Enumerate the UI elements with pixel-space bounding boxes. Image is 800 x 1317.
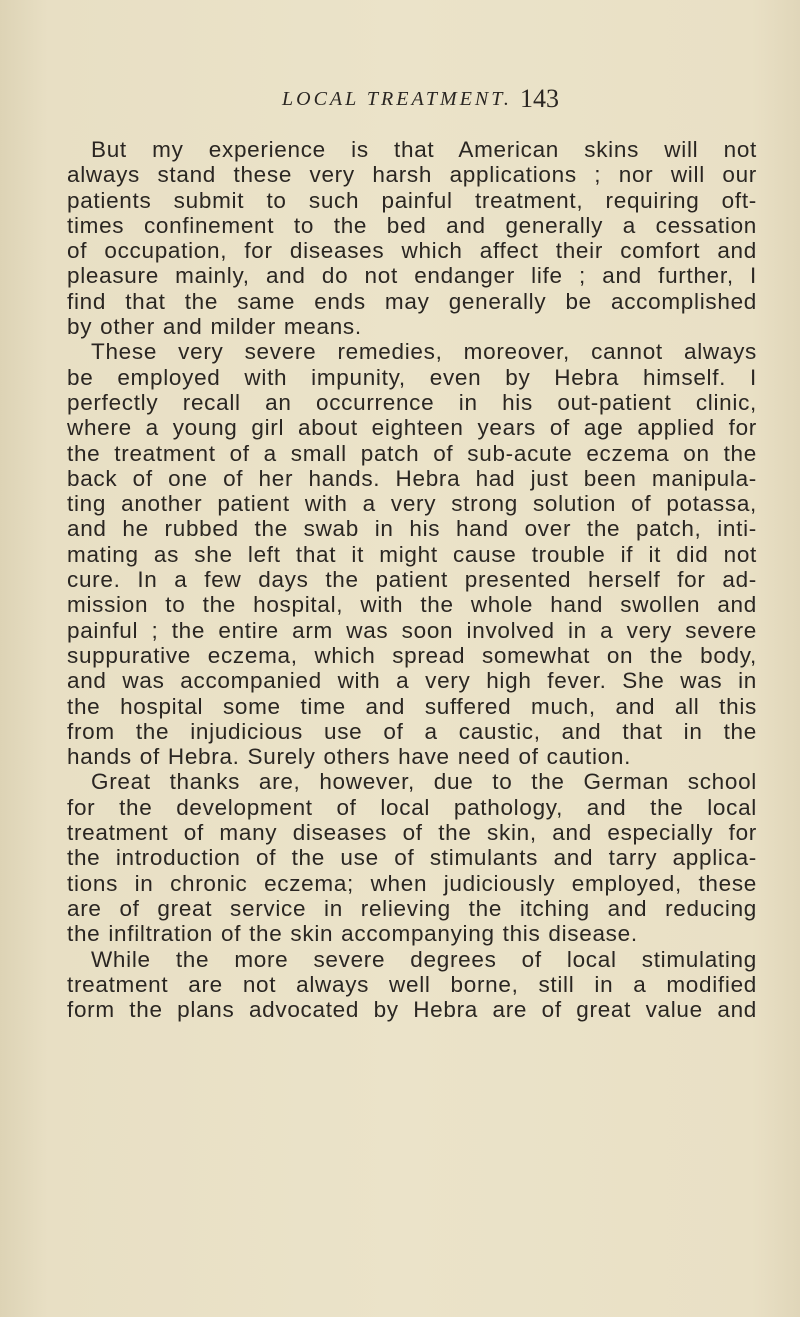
text-line: the infiltration of the skin accompanying this disease. (67, 921, 638, 947)
text-line: treatment of many diseases of the skin, and especially for (67, 820, 757, 846)
text-line: from the injudicious use of a caustic, and that in the (67, 718, 757, 744)
body-text (67, 137, 757, 1022)
text-line: These very severe remedies, moreover, cannot always (91, 339, 757, 365)
text-line: by other and milder means. (67, 314, 362, 340)
text-line: ting another patient with a very strong solution of potassa, (67, 491, 757, 517)
text-line: painful ; the entire arm was soon involved in a very severe (67, 617, 757, 643)
text-line: But my experience is that American skins will not (91, 137, 757, 162)
text-line: mating as she left that it might cause trouble if it did not (67, 541, 757, 567)
text-line: always stand these very harsh applications ; nor will our (67, 162, 757, 188)
text-line: the treatment of a small patch of sub-acute eczema on the (67, 440, 757, 466)
text-line: and was accompanied with a very high fever. She was in (67, 668, 757, 694)
page-number: 143 (520, 84, 559, 113)
text-line: hands of Hebra. Surely others have need of caution. (67, 744, 632, 770)
text-line: of occupation, for diseases which affect their comfort and (67, 238, 757, 264)
text-line: Great thanks are, however, due to the German school (91, 769, 757, 795)
text-line: and he rubbed the swab in his hand over the patch, inti- (67, 516, 757, 542)
running-title: LOCAL TREATMENT. (282, 88, 512, 110)
text-line: mission to the hospital, with the whole hand swollen and (67, 592, 757, 618)
text-line: are of great service in relieving the itching and reducing (67, 895, 757, 921)
text-line: cure. In a few days the patient presented herself for ad- (67, 567, 757, 593)
text-line: While the more severe degrees of local stimulating (91, 946, 757, 972)
text-line: form the plans advocated by Hebra are of great value and (67, 997, 757, 1023)
text-line: treatment are not always well borne, still in a modified (67, 971, 757, 997)
text-line: where a young girl about eighteen years of age applied for (67, 415, 757, 441)
text-line: find that the same ends may generally be accomplished (67, 288, 757, 314)
text-line: for the development of local pathology, and the local (67, 794, 757, 820)
text-line: tions in chronic eczema; when judiciously employed, these (67, 870, 757, 896)
text-line: patients submit to such painful treatment, requiring oft- (67, 187, 757, 213)
text-line: back of one of her hands. Hebra had just been manipula- (67, 465, 757, 491)
text-line: perfectly recall an occurrence in his out-patient clinic, (67, 389, 757, 415)
text-line: times confinement to the bed and generally a cessation (67, 212, 757, 238)
text-line: suppurative eczema, which spread somewhat on the body, (67, 642, 757, 668)
text-line: the introduction of the use of stimulants and tarry applica- (67, 845, 757, 871)
text-line: the hospital some time and suffered much, and all this (67, 693, 757, 719)
text-line: be employed with impunity, even by Hebra himself. I (67, 364, 757, 390)
text-line: pleasure mainly, and do not endanger life ; and further, I (67, 263, 757, 289)
